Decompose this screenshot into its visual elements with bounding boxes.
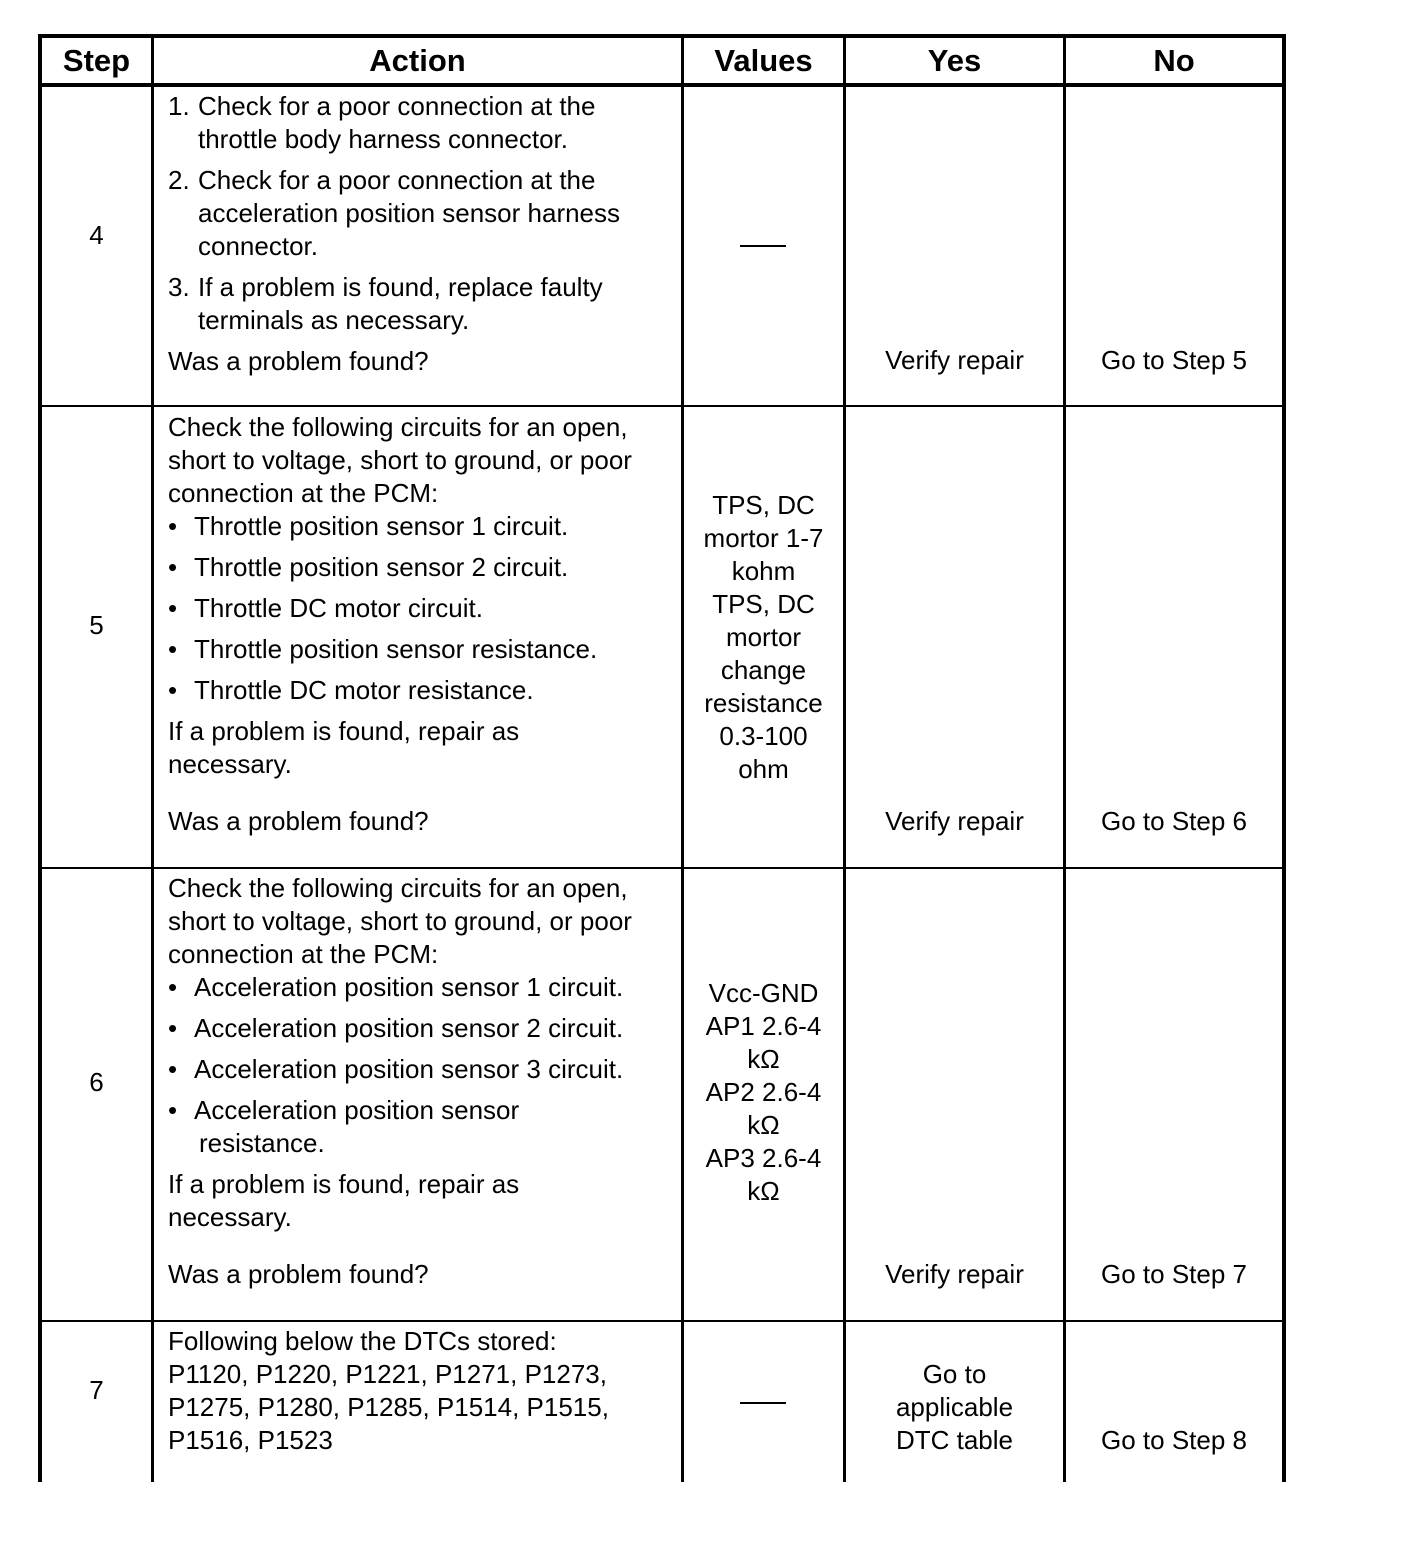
intro-line: Check the following circuits for an open,: [168, 412, 628, 442]
bullet-item: • Acceleration position sensor 1 circuit.: [168, 972, 624, 1002]
action-item-3: 3. If a problem is found, replace faulty terminals as necessary.: [168, 272, 603, 335]
col-border-step-action: [151, 34, 154, 1482]
step-number-5: 5: [89, 610, 104, 640]
no-result-4: Go to Step 5: [1101, 345, 1247, 375]
action-item-2: 2. Check for a poor connection at the acceleration position sensor harness connector.: [168, 165, 621, 261]
header-bottom-border: [38, 83, 1286, 87]
row-5-bottom-border: [38, 867, 1286, 869]
no-result-7: Go to Step 8: [1101, 1425, 1247, 1455]
values-step-5: TPS, DC mortor 1-7 kohm TPS, DC mortor change resistance 0.3-100 ohm: [703, 490, 824, 784]
diagnostic-table: [38, 34, 1286, 1482]
no-result-6: Go to Step 7: [1101, 1259, 1247, 1289]
yes-result-6: Verify repair: [885, 1259, 1024, 1289]
bullet-item: • Throttle position sensor 2 circuit.: [168, 552, 569, 582]
intro-line: Check the following circuits for an open,: [168, 873, 628, 903]
action-step-7: Following below the DTCs stored: P1120, P1220, P1221, P1271, P1273, P1275, P1280, P1285, P1514, P1515, P1516, P1523: [168, 1326, 609, 1455]
yes-result-7: Go to applicable DTC table: [895, 1359, 1014, 1455]
intro-line: short to voltage, short to ground, or poor: [168, 906, 632, 936]
intro-line: connection at the PCM:: [168, 478, 439, 508]
table-top-border: [38, 34, 1286, 38]
values-empty-dash: [740, 1402, 786, 1404]
values-empty-dash: [740, 245, 786, 247]
yes-result-5: Verify repair: [885, 806, 1024, 836]
values-step-6: Vcc-GND AP1 2.6-4 kΩ AP2 2.6-4 kΩ AP3 2.6-4 kΩ: [705, 978, 822, 1206]
col-border-right: [1282, 34, 1286, 1482]
action-step-5: [168, 411, 678, 838]
step-number-4: 4: [89, 220, 104, 250]
outro-line: necessary.: [168, 1202, 292, 1232]
intro-line: connection at the PCM:: [168, 939, 439, 969]
step-number-6: 6: [89, 1067, 104, 1097]
question-text: Was a problem found?: [168, 346, 429, 376]
bullet-item: • Acceleration position sensor resistance.: [168, 1095, 520, 1158]
outro-line: If a problem is found, repair as: [168, 1169, 520, 1199]
header-yes: Yes: [927, 43, 982, 78]
row-4-bottom-border: [38, 405, 1286, 407]
no-result-5: Go to Step 6: [1101, 806, 1247, 836]
yes-result-4: Verify repair: [885, 345, 1024, 375]
bullet-item: • Throttle DC motor circuit.: [168, 593, 483, 623]
outro-line: If a problem is found, repair as: [168, 716, 520, 746]
question-text: Was a problem found?: [168, 1259, 429, 1289]
bullet-item: • Throttle position sensor resistance.: [168, 634, 598, 664]
row-6-bottom-border: [38, 1320, 1286, 1322]
bullet-item: • Acceleration position sensor 2 circuit.: [168, 1013, 624, 1043]
question-text: Was a problem found?: [168, 806, 429, 836]
bullet-item: • Acceleration position sensor 3 circuit.: [168, 1054, 624, 1084]
action-step-6: [168, 872, 678, 1291]
action-item-1: 1. Check for a poor connection at the throttle body harness connector.: [168, 91, 596, 154]
bullet-item: • Throttle position sensor 1 circuit.: [168, 511, 569, 541]
header-action: Action: [369, 43, 466, 78]
header-no: No: [1153, 43, 1195, 78]
header-values: Values: [714, 43, 813, 78]
action-step-4: [168, 90, 678, 378]
header-step: Step: [62, 43, 131, 78]
intro-line: short to voltage, short to ground, or poor: [168, 445, 632, 475]
step-number-7: 7: [89, 1375, 104, 1405]
bullet-item: • Throttle DC motor resistance.: [168, 675, 534, 705]
outro-line: necessary.: [168, 749, 292, 779]
